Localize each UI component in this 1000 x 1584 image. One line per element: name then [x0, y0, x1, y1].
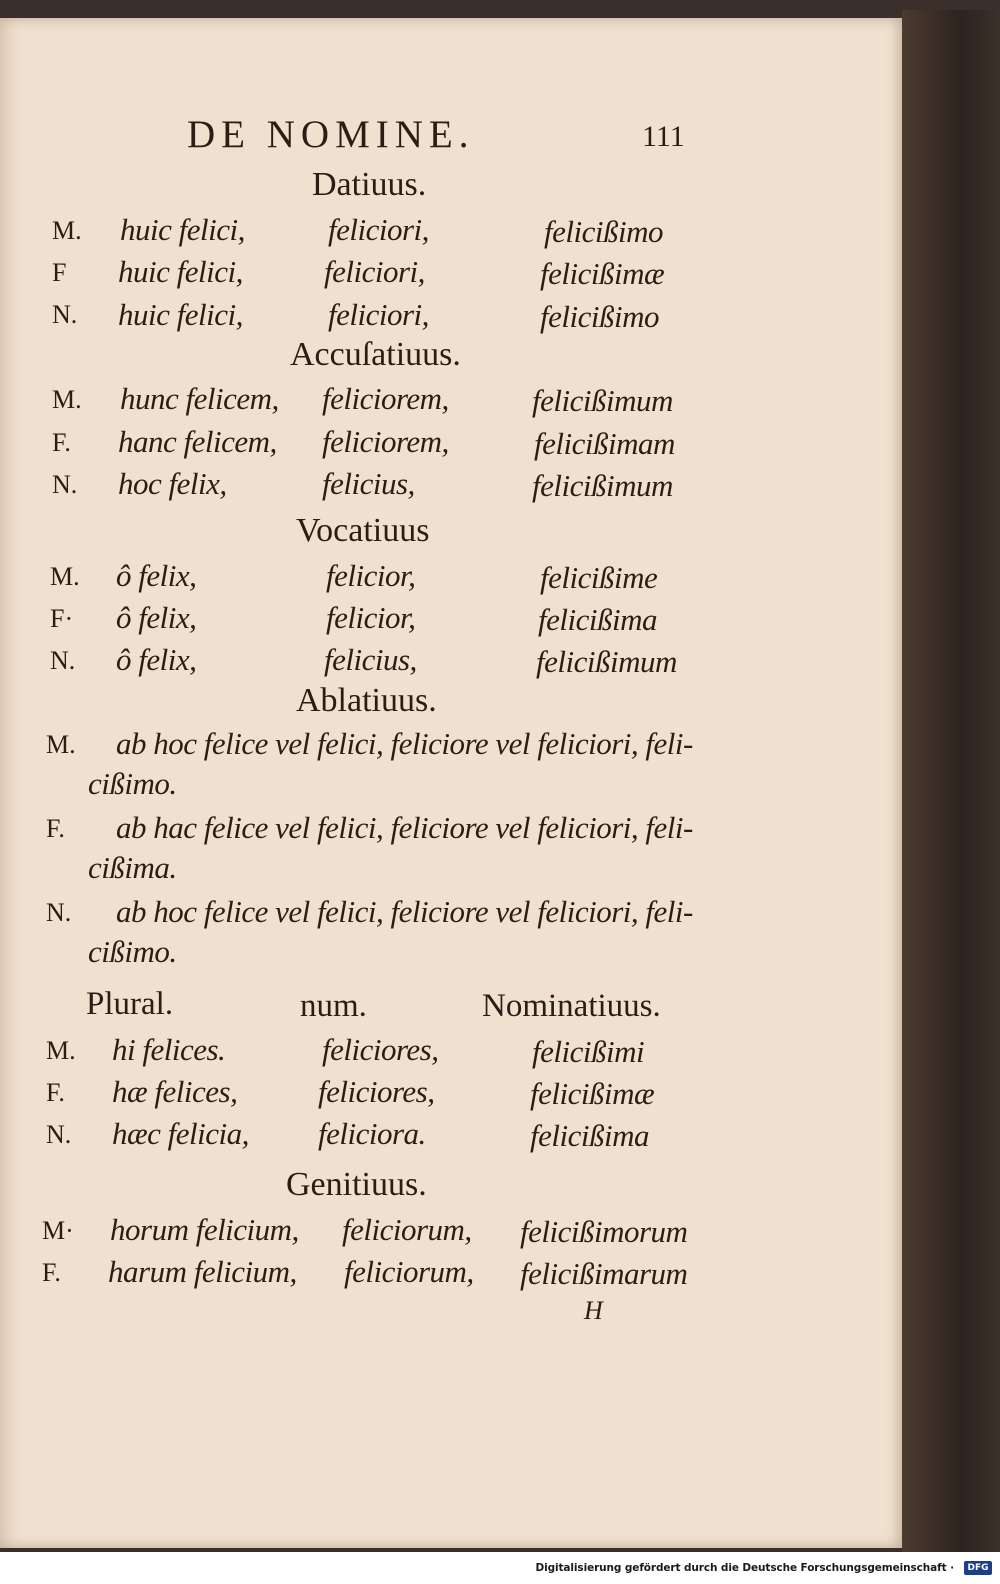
form-superlative: felicißimæ — [530, 1076, 655, 1111]
form-comparative: feliciores, — [318, 1074, 435, 1109]
form-positive: ô felix, — [116, 600, 197, 635]
form-superlative: felicißimarum — [520, 1256, 688, 1291]
form-positive: huic felici, — [118, 254, 243, 289]
form-comparative: felicior, — [326, 600, 416, 635]
form-comparative: feliciori, — [324, 254, 425, 289]
ablative-line-continuation: cißima. — [88, 850, 177, 885]
form-comparative: feliciori, — [328, 297, 429, 332]
form-positive: hoc felix, — [118, 466, 227, 501]
gender-label: N. — [52, 470, 78, 499]
plural-heading: Plural. — [86, 986, 174, 1022]
form-comparative: felicius, — [322, 466, 415, 501]
footer-credit: Digitalisierung gefördert durch die Deutsche Forschungsgemeinschaft · — [535, 1562, 954, 1574]
gender-label: M. — [50, 562, 80, 591]
running-head-title: DE NOMINE. — [187, 113, 475, 156]
form-positive: ô felix, — [116, 558, 197, 593]
form-comparative: feliciori, — [328, 212, 429, 247]
case-heading-ablatiuus: Ablatiuus. — [296, 682, 437, 719]
form-comparative: feliciorem, — [322, 381, 449, 416]
gender-label: M. — [52, 216, 82, 245]
form-positive: hæ felices, — [112, 1074, 238, 1109]
case-heading-accusatiuus: Accuſatiuus. — [290, 336, 461, 373]
form-comparative: feliciora. — [318, 1116, 426, 1151]
form-superlative: felicißima — [538, 602, 657, 637]
form-superlative: felicißimæ — [540, 256, 665, 291]
gender-label: N. — [50, 646, 76, 675]
ablative-line-continuation: cißimo. — [88, 766, 177, 801]
form-positive: horum felicium, — [110, 1212, 299, 1247]
gender-label: M· — [42, 1216, 74, 1245]
case-heading-vocatiuus: Vocatiuus — [296, 512, 430, 549]
form-superlative: felicißimam — [534, 426, 675, 461]
dfg-logo: DFG — [964, 1561, 992, 1575]
gender-label: N. — [52, 300, 78, 329]
form-superlative: felicißime — [540, 560, 658, 595]
page-edge-background — [902, 10, 1000, 1558]
form-comparative: feliciorum, — [344, 1254, 474, 1289]
gender-label: N. — [46, 1120, 72, 1149]
form-positive: huic felici, — [118, 297, 243, 332]
gender-label: N. — [46, 898, 72, 927]
signature-mark: H — [584, 1296, 603, 1325]
gender-label: F. — [52, 428, 71, 457]
form-comparative: feliciorum, — [342, 1212, 472, 1247]
case-heading-genitiuus: Genitiuus. — [286, 1166, 427, 1203]
gender-label: M. — [46, 1036, 76, 1065]
form-positive: huic felici, — [120, 212, 245, 247]
form-positive: harum felicium, — [108, 1254, 297, 1289]
gender-label: M. — [52, 385, 82, 414]
form-positive: hi felices. — [112, 1032, 226, 1067]
form-comparative: feliciorem, — [322, 424, 449, 459]
gender-label: F. — [46, 814, 65, 843]
form-positive: hanc felicem, — [118, 424, 277, 459]
form-superlative: felicißimum — [536, 644, 677, 679]
ablative-line: ab hoc felice vel felici, feliciore vel feliciori, feli- — [116, 894, 693, 929]
gender-label: F. — [46, 1078, 65, 1107]
gender-label: F. — [42, 1258, 61, 1287]
form-comparative: felicius, — [324, 642, 417, 677]
form-positive: hæc felicia, — [112, 1116, 249, 1151]
ablative-line: ab hoc felice vel felici, feliciore vel feliciori, feli- — [116, 726, 693, 761]
form-superlative: felicißimo — [544, 214, 663, 249]
form-comparative: feliciores, — [322, 1032, 439, 1067]
form-superlative: felicißimo — [540, 299, 659, 334]
form-superlative: felicißimum — [532, 383, 673, 418]
form-positive: ô felix, — [116, 642, 197, 677]
page-number: 111 — [642, 120, 685, 153]
ablative-line-continuation: cißimo. — [88, 934, 177, 969]
form-comparative: felicior, — [326, 558, 416, 593]
ablative-line: ab hac felice vel felici, feliciore vel feliciori, feli- — [116, 810, 693, 845]
gender-label: F· — [50, 604, 74, 633]
form-superlative: felicißimorum — [520, 1214, 688, 1249]
gender-label: F — [52, 258, 67, 287]
form-superlative: felicißima — [530, 1118, 649, 1153]
gender-label: M. — [46, 730, 76, 759]
form-superlative: felicißimum — [532, 468, 673, 503]
case-heading-datiuus: Datiuus. — [312, 166, 427, 203]
case-heading-nominatiuus: Nominatiuus. — [482, 988, 661, 1024]
form-superlative: felicißimi — [532, 1034, 645, 1069]
number-heading: num. — [300, 988, 367, 1024]
form-positive: hunc felicem, — [120, 381, 279, 416]
